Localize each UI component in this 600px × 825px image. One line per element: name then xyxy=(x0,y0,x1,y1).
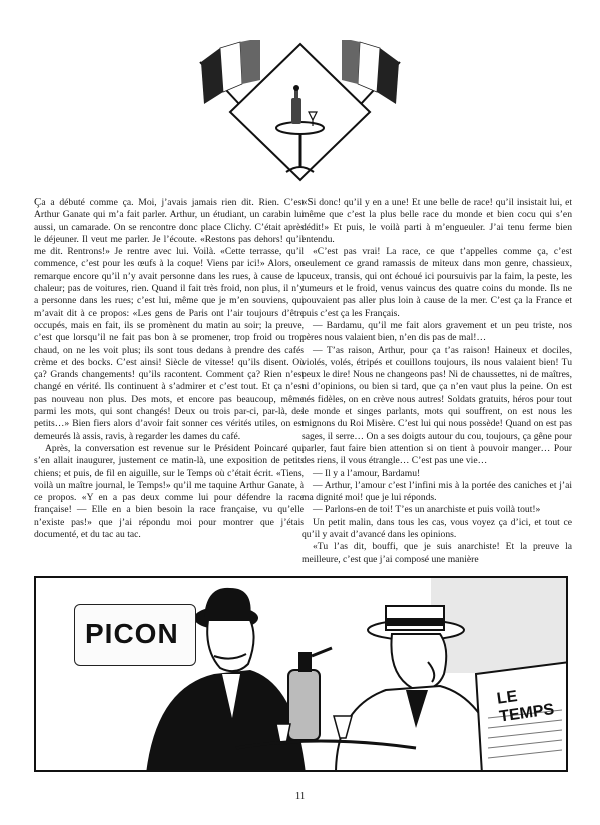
comic-panel-illustration xyxy=(34,576,568,772)
paragraph: «Si donc! qu’il y en a une! Et une belle de race! qu’il insistait lui, et même que c’est la plus belle race du monde et bien cocu qui s’en dédit!» Et puis, le voilà parti à m’engueuler. J’ai tenu ferme bien entendu. xyxy=(302,196,572,245)
paragraph: «C’est pas vrai! La race, ce que t’appelles comme ça, c’est seulement ce grand ramassis de miteux dans mon genre, chassieux, puceux, transis, qui ont échoué ici poursuivis par la faim, la peste, les tumeurs et le froid, venus vaincus des quatre coins du monde. Ils ne pouvaient pas aller plus loin à cause de la mer. C’est ça la France et puis c’est ça les Français. xyxy=(302,246,572,319)
paragraph: Un petit malin, dans tous les cas, vous voyez ça d’ici, et tout ce qu’il y avait d’avancé dans les opinions. xyxy=(302,516,572,541)
paragraph: — Bardamu, qu’il me fait alors gravement et un peu triste, nos pères nous valaient bien, n’en dis pas de mal!… xyxy=(302,319,572,344)
paragraph: «Tu l’as dit, bouffi, que je suis anarchiste! Et la preuve la meilleure, c’est que j’ai composé une manière xyxy=(302,541,572,565)
paragraph: Après, la conversation est revenue sur le Président Poincaré qui s’en allait inaugurer, justement ce matin-là, une exposition de petits chiens; et puis, de fil en aiguille, sur le Temps où c’était écrit. «Tiens, voilà un maître journal, le Temps!» qu’il me taquine Arthur Ganate, à ce propos. «Y en a pas deux comme lui pour défendre la race française! — Elle en a bien besoin la race française, vu qu’elle n’existe pas!» que j’ai répondu moi pour montrer que j’étais documenté, et du tac au tac. xyxy=(34,442,304,541)
paragraph: — Parlons-en de toi! T’es un anarchiste et puis voilà tout!» xyxy=(313,504,541,516)
right-text-column xyxy=(302,196,572,566)
picon-sign xyxy=(74,604,196,666)
page-number: 11 xyxy=(294,790,306,802)
newspaper-title: LE TEMPS xyxy=(495,688,556,726)
paragraph: Ça a débuté comme ça. Moi, j’avais jamais rien dit. Rien. C’est Arthur Ganate qui m’a fait parler. Arthur, un étudiant, un carabin lui aussi, un camarade. On se rencontre donc place Clichy. C’était après le déjeuner. Il veut me parler. Je l’écoute. «Restons pas dehors! qu’il me dit. Rentrons!» Je rentre avec lui. Voilà. «Cette terrasse, qu’il commence, c’est pour les œufs à la coque! Viens par ici!» Alors, on remarque encore qu’il n’y avait personne dans les rues, à cause de la chaleur; pas de voitures, rien. Quand il fait très froid, non plus, il n’y a personne dans les rues; c’est lui, même que je m’en souviens, qui m’avait dit à ce propos: «Les gens de Paris ont l’air toujours d’être occupés, mais en fait, ils se promènent du matin au soir; la preuve, c’est que lorsqu’il ne fait pas bon à se promener, trop froid ou trop chaud, on ne les voit plus; ils sont tous dedans à prendre des cafés crème et des bocks. C’est ainsi! Siècle de vitesse! qu’ils disent. Où ça? Grands changements! qu’ils racontent. Comment ça? Rien n’est changé en vérité. Ils continuent à s’admirer et c’est tout. Et ça n’est pas nouveau non plus. Des mots, et encore pas beaucoup, même parmi les mots, qui sont changés! Deux ou trois par-ci, par-là, des petits…» Bien fiers alors d’avoir fait sonner ces vérités utiles, on est demeurés là assis, ravis, à regarder les dames du café. xyxy=(34,196,304,442)
left-text-column xyxy=(34,196,304,541)
paragraph: — Arthur, l’amour c’est l’infini mis à la portée des caniches et j’ai ma dignité moi! que je lui réponds. xyxy=(302,479,572,504)
paragraph: — Il y a l’amour, Bardamu! xyxy=(313,467,421,479)
picon-sign-text: PICON xyxy=(85,618,179,649)
top-vignette-illustration xyxy=(160,40,440,190)
paragraph: — T’as raison, Arthur, pour ça t’as raison! Haineux et dociles, violés, volés, étripés et couillons toujours, ils nous valaient bien! Tu peux le dire! Nous ne changeons pas! Ni de chaussettes, ni de maîtres, ni d’opinions, ou bien si tard, que ça n’en vaut plus la peine. On est nés fidèles, on en crève nous autres! Soldats gratuits, héros pour tout le monde et singes parlants, mots qui souffrent, on est nous les mignons du Roi Misère. C’est lui qui nous possède! Quand on est pas sages, il serre… On a ses doigts autour du cou, toujours, ça gêne pour parler, faut faire bien attention si on tient à pouvoir manger… Pour des riens, il vous étrangle… C’est pas une vie… xyxy=(302,344,572,467)
